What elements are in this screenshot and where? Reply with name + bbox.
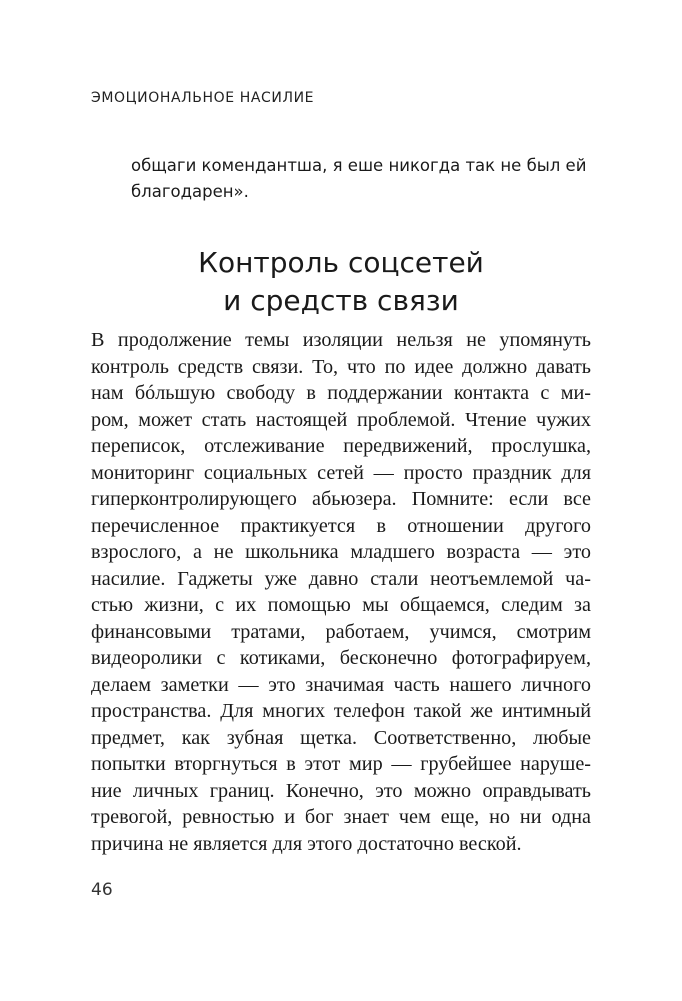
body-line: гиперконтролирующего абьюзера. Помните: если все [91,488,591,510]
body-line: переписок, отслеживание передвижений, прослушка, [91,435,591,457]
body-line: взрослого, а не школьника младшего возраста — это [91,541,591,563]
heading-line: и средств связи [223,284,459,317]
body-line: ром, может стать настоящей проблемой. Чтение чужих [91,408,591,431]
heading-line: Контроль соцсетей [198,246,484,279]
quote-continuation [131,153,611,205]
body-line: нам бóльшую свободу в поддержании контакта с ми- [91,382,591,404]
quote-line: общаги комендантша, я еше никогда так не был ей [131,156,587,175]
body-line: мониторинг социальных сетей — просто праздник для [91,461,591,484]
body-line: пространства. Для многих телефон такой же интимный [91,700,591,722]
body-line: насилие. Гаджеты уже давно стали неотъемлемой ча- [91,567,591,590]
body-line: контроль средств связи. То, что по идее должно давать [91,355,591,378]
body-line: стью жизни, с их помощью мы общаемся, следим за [91,594,591,616]
running-head: ЭМОЦИОНАЛЬНОЕ НАСИЛИЕ [91,90,315,106]
quote-line: благодарен». [131,182,249,201]
body-line: предмет, как зубная щетка. Соответственно, любые [91,726,591,749]
body-line: попытки вторгнуться в этот мир — грубейшее наруше- [91,753,591,775]
page-number: 46 [91,880,113,900]
section-heading [0,244,682,320]
body-line: финансовыми тратами, работаем, учимся, смотрим [91,620,591,643]
body-paragraph [91,327,591,857]
body-line: перечисленное практикуется в отношении другого [91,514,591,537]
body-line: видеоролики с котиками, бесконечно фотографируем, [91,647,591,669]
body-line: В продолжение темы изоляции нельзя не упомянуть [91,329,591,351]
body-line: тревогой, ревностью и бог знает чем еще, но ни одна [91,806,591,828]
body-line: ние личных границ. Конечно, это можно оправдывать [91,779,591,802]
body-line: причина не является для этого достаточно веской. [91,832,522,855]
body-line: делаем заметки — это значимая часть нашего личного [91,673,591,696]
